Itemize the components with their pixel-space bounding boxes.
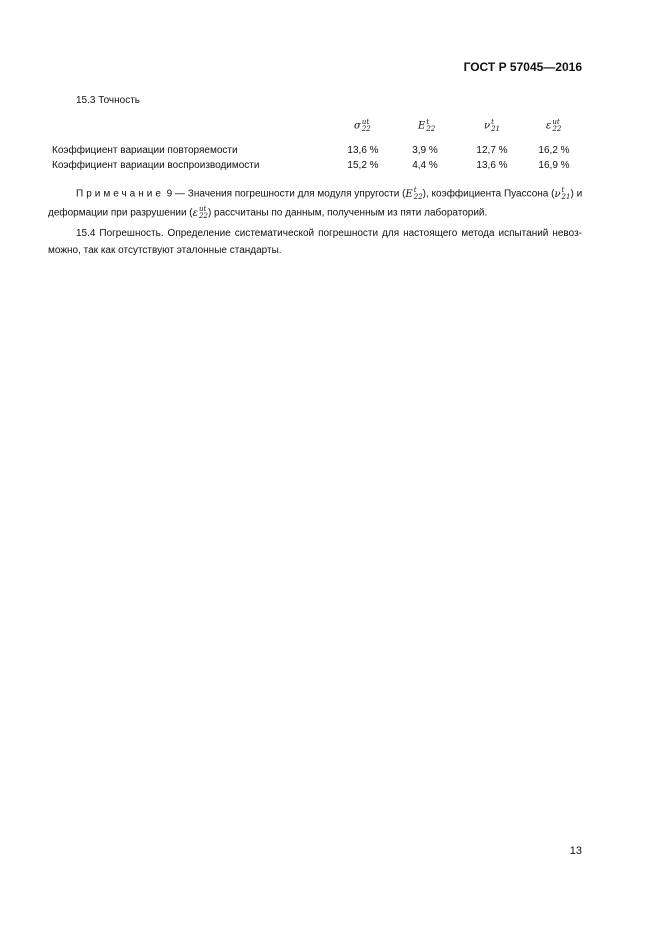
table-row-label: Коэффициент вариации повторяемости — [52, 145, 238, 156]
note-9-line-2: деформации при разрушении (ε ut 22 ) рассчитаны по данным, полученным из пяти лабораторий. — [48, 205, 488, 220]
formula-modulus: E t 22 — [405, 186, 423, 201]
table-cell: 16,9 % — [538, 160, 570, 171]
table-cell: 3,9 % — [412, 145, 438, 156]
table-cell: 12,7 % — [476, 145, 508, 156]
note-9-line-1: Примечание 9 — Значения погрешности для модуля упругости (E t 22 ), коэффициента Пуассона (ν t 21 ) и — [76, 186, 583, 201]
table-cell: 13,6 % — [476, 160, 508, 171]
note-prefix: Примечание — [76, 188, 164, 200]
table-cell: 4,4 % — [412, 160, 438, 171]
page-number: 13 — [569, 845, 582, 857]
section-15-3-heading: 15.3 Точность — [76, 95, 140, 106]
formula-strain: ε ut 22 — [192, 205, 208, 220]
column-header-strain: ε ut 22 — [546, 118, 562, 133]
table-cell: 13,6 % — [347, 145, 379, 156]
table-cell: 15,2 % — [347, 160, 379, 171]
standard-code: ГОСТ Р 57045—2016 — [463, 60, 582, 74]
table-row-label: Коэффициент вариации воспроизводимости — [52, 160, 260, 171]
column-header-sigma: σ ut 22 — [354, 118, 371, 133]
section-15-4-paragraph: 15.4 Погрешность. Определение систематической погрешности для настоящего метода испытаний невоз-можно, так как отсутствуют эталонные стандарты. — [48, 228, 582, 256]
formula-poisson: ν t 21 — [554, 186, 571, 201]
column-header-poisson: ν t 21 — [484, 118, 501, 133]
column-header-modulus: E t 22 — [418, 118, 436, 133]
table-cell: 16,2 % — [538, 145, 570, 156]
